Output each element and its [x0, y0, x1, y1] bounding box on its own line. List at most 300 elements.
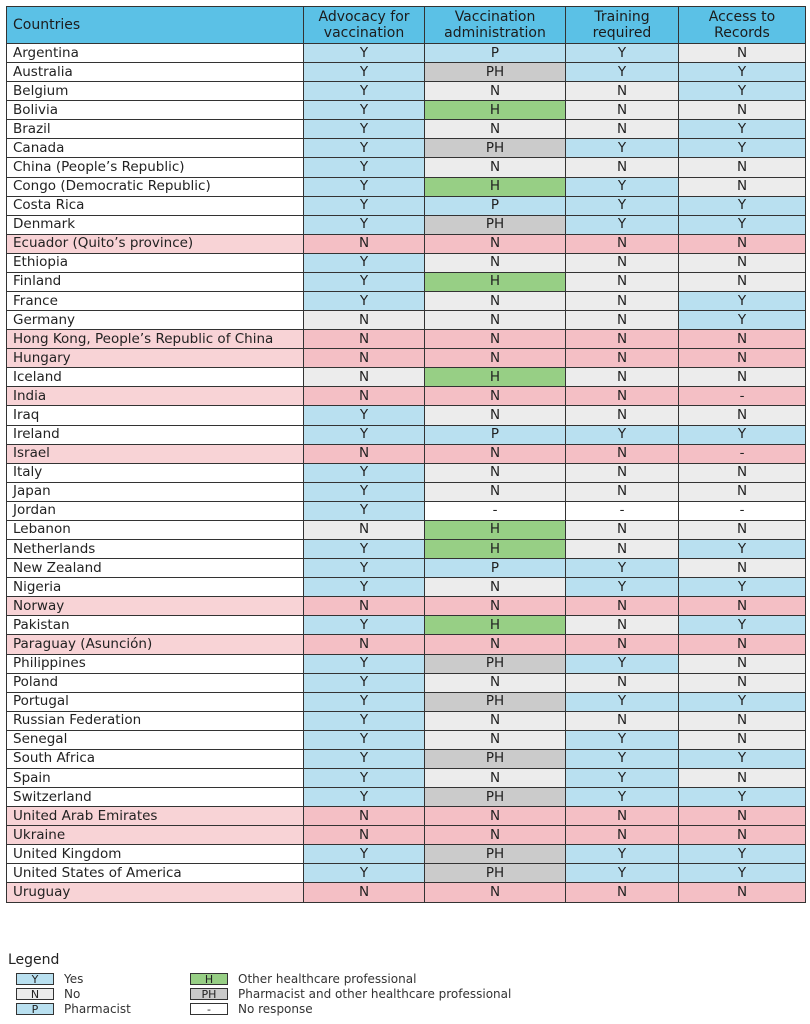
records-cell: - — [679, 387, 806, 406]
table-row — [7, 788, 806, 807]
training-cell: N — [566, 597, 679, 616]
training-cell: N — [566, 292, 679, 311]
advocacy-cell: N — [304, 311, 425, 330]
header-advocacy — [304, 7, 425, 44]
advocacy-cell: Y — [304, 616, 425, 635]
advocacy-cell: Y — [304, 63, 425, 82]
records-cell: Y — [679, 139, 806, 158]
country-cell: Paraguay (Asunción) — [7, 635, 304, 654]
training-cell: N — [566, 482, 679, 501]
records-cell: Y — [679, 196, 806, 215]
records-cell: N — [679, 330, 806, 349]
administration-cell: PH — [425, 692, 566, 711]
administration-cell: - — [425, 501, 566, 520]
header-row — [7, 7, 806, 44]
advocacy-cell: Y — [304, 463, 425, 482]
table-row — [7, 44, 806, 63]
header-training-line1: Training — [594, 9, 650, 25]
administration-cell: N — [425, 768, 566, 787]
table-row — [7, 845, 806, 864]
table-row — [7, 196, 806, 215]
administration-cell: PH — [425, 845, 566, 864]
administration-cell: H — [425, 101, 566, 120]
table-row — [7, 234, 806, 253]
vaccination-table-container — [6, 6, 805, 903]
header-records-line1: Access to — [708, 9, 776, 25]
table-row — [7, 330, 806, 349]
country-cell: Philippines — [7, 654, 304, 673]
advocacy-cell: N — [304, 597, 425, 616]
country-cell: Italy — [7, 463, 304, 482]
training-cell: N — [566, 711, 679, 730]
records-cell: N — [679, 730, 806, 749]
advocacy-cell: Y — [304, 788, 425, 807]
training-cell: N — [566, 330, 679, 349]
advocacy-cell: Y — [304, 120, 425, 139]
table-row — [7, 559, 806, 578]
country-cell: Uruguay — [7, 883, 304, 902]
country-cell: China (People’s Republic) — [7, 158, 304, 177]
country-cell: Hong Kong, People’s Republic of China — [7, 330, 304, 349]
advocacy-cell: Y — [304, 101, 425, 120]
table-row — [7, 597, 806, 616]
country-cell: Japan — [7, 482, 304, 501]
table-row — [7, 158, 806, 177]
advocacy-cell: Y — [304, 559, 425, 578]
records-cell: N — [679, 883, 806, 902]
advocacy-cell: Y — [304, 44, 425, 63]
records-cell: N — [679, 559, 806, 578]
advocacy-cell: N — [304, 234, 425, 253]
table-row — [7, 501, 806, 520]
advocacy-cell: Y — [304, 406, 425, 425]
records-cell: N — [679, 253, 806, 272]
country-cell: Switzerland — [7, 788, 304, 807]
table-row — [7, 768, 806, 787]
training-cell: N — [566, 444, 679, 463]
administration-cell: H — [425, 272, 566, 291]
records-cell: Y — [679, 845, 806, 864]
advocacy-cell: N — [304, 387, 425, 406]
country-cell: Denmark — [7, 215, 304, 234]
advocacy-cell: Y — [304, 864, 425, 883]
legend-swatch-yes: Y — [16, 973, 54, 985]
table-row — [7, 673, 806, 692]
legend-title: Legend — [8, 952, 60, 968]
legend-item-yes — [16, 972, 83, 985]
administration-cell: PH — [425, 864, 566, 883]
records-cell: - — [679, 501, 806, 520]
advocacy-cell: Y — [304, 540, 425, 559]
administration-cell: H — [425, 540, 566, 559]
table-row — [7, 807, 806, 826]
table-row — [7, 272, 806, 291]
advocacy-cell: Y — [304, 578, 425, 597]
advocacy-cell: Y — [304, 82, 425, 101]
country-cell: Russian Federation — [7, 711, 304, 730]
country-cell: Netherlands — [7, 540, 304, 559]
training-cell: N — [566, 349, 679, 368]
administration-cell: P — [425, 559, 566, 578]
records-cell: N — [679, 101, 806, 120]
administration-cell: N — [425, 234, 566, 253]
table-row — [7, 692, 806, 711]
table-row — [7, 215, 806, 234]
training-cell: Y — [566, 44, 679, 63]
training-cell: N — [566, 272, 679, 291]
country-cell: Jordan — [7, 501, 304, 520]
legend-swatch-no-response: - — [190, 1003, 228, 1015]
records-cell: Y — [679, 311, 806, 330]
header-training — [566, 7, 679, 44]
administration-cell: H — [425, 520, 566, 539]
country-cell: Pakistan — [7, 616, 304, 635]
records-cell: N — [679, 44, 806, 63]
records-cell: Y — [679, 749, 806, 768]
legend-label-yes: Yes — [64, 971, 84, 986]
administration-cell: N — [425, 826, 566, 845]
header-advocacy-line2: vaccination — [323, 25, 405, 41]
records-cell: N — [679, 826, 806, 845]
administration-cell: N — [425, 158, 566, 177]
country-cell: France — [7, 292, 304, 311]
training-cell: N — [566, 520, 679, 539]
administration-cell: N — [425, 482, 566, 501]
table-row — [7, 463, 806, 482]
records-cell: N — [679, 482, 806, 501]
country-cell: Poland — [7, 673, 304, 692]
records-cell: Y — [679, 120, 806, 139]
administration-cell: N — [425, 444, 566, 463]
administration-cell: N — [425, 807, 566, 826]
advocacy-cell: Y — [304, 158, 425, 177]
training-cell: N — [566, 101, 679, 120]
table-row — [7, 578, 806, 597]
training-cell: N — [566, 463, 679, 482]
country-cell: Hungary — [7, 349, 304, 368]
header-administration-line2: administration — [444, 25, 546, 41]
header-training-line2: required — [592, 25, 652, 41]
training-cell: Y — [566, 788, 679, 807]
header-records — [679, 7, 806, 44]
administration-cell: N — [425, 406, 566, 425]
administration-cell: N — [425, 387, 566, 406]
legend-label-pharmacist-hcp: Pharmacist and other healthcare professional — [238, 986, 512, 1001]
table-row — [7, 406, 806, 425]
legend-item-no-response — [190, 1002, 313, 1015]
training-cell: Y — [566, 63, 679, 82]
advocacy-cell: N — [304, 444, 425, 463]
header-countries: Countries — [7, 7, 304, 44]
table-row — [7, 63, 806, 82]
advocacy-cell: Y — [304, 272, 425, 291]
advocacy-cell: Y — [304, 845, 425, 864]
table-row — [7, 635, 806, 654]
legend-label-no: No — [64, 986, 81, 1001]
legend-swatch-pharmacist: P — [16, 1003, 54, 1015]
records-cell: Y — [679, 616, 806, 635]
country-cell: Finland — [7, 272, 304, 291]
country-cell: Ireland — [7, 425, 304, 444]
table-row — [7, 482, 806, 501]
administration-cell: PH — [425, 654, 566, 673]
country-cell: Australia — [7, 63, 304, 82]
advocacy-cell: Y — [304, 482, 425, 501]
advocacy-cell: N — [304, 520, 425, 539]
training-cell: Y — [566, 425, 679, 444]
legend-item-no — [16, 987, 80, 1000]
legend-swatch-other-hcp: H — [190, 973, 228, 985]
country-cell: Israel — [7, 444, 304, 463]
table-row — [7, 520, 806, 539]
legend-label-pharmacist: Pharmacist — [64, 1001, 131, 1016]
administration-cell: H — [425, 368, 566, 387]
training-cell: Y — [566, 730, 679, 749]
records-cell: N — [679, 654, 806, 673]
country-cell: United Arab Emirates — [7, 807, 304, 826]
table-row — [7, 444, 806, 463]
training-cell: Y — [566, 768, 679, 787]
training-cell: N — [566, 82, 679, 101]
country-cell: Ukraine — [7, 826, 304, 845]
table-row — [7, 177, 806, 196]
administration-cell: N — [425, 673, 566, 692]
country-cell: New Zealand — [7, 559, 304, 578]
table-row — [7, 253, 806, 272]
country-cell: Iceland — [7, 368, 304, 387]
administration-cell: P — [425, 425, 566, 444]
training-cell: N — [566, 387, 679, 406]
records-cell: N — [679, 597, 806, 616]
country-cell: Congo (Democratic Republic) — [7, 177, 304, 196]
records-cell: N — [679, 807, 806, 826]
table-row — [7, 120, 806, 139]
training-cell: Y — [566, 578, 679, 597]
country-cell: United States of America — [7, 864, 304, 883]
administration-cell: N — [425, 711, 566, 730]
administration-cell: H — [425, 177, 566, 196]
country-cell: Spain — [7, 768, 304, 787]
records-cell: Y — [679, 540, 806, 559]
table-body — [7, 44, 806, 903]
advocacy-cell: Y — [304, 196, 425, 215]
training-cell: Y — [566, 215, 679, 234]
legend-label-no-response: No response — [238, 1001, 313, 1016]
table-row — [7, 311, 806, 330]
training-cell: Y — [566, 864, 679, 883]
training-cell: N — [566, 826, 679, 845]
header-records-line2: Records — [714, 25, 770, 41]
country-cell: Norway — [7, 597, 304, 616]
records-cell: N — [679, 768, 806, 787]
country-cell: Bolivia — [7, 101, 304, 120]
advocacy-cell: Y — [304, 654, 425, 673]
records-cell: Y — [679, 864, 806, 883]
header-administration-line1: Vaccination — [454, 9, 536, 25]
advocacy-cell: Y — [304, 215, 425, 234]
table-row — [7, 749, 806, 768]
table-row — [7, 82, 806, 101]
administration-cell: N — [425, 120, 566, 139]
administration-cell: N — [425, 311, 566, 330]
administration-cell: N — [425, 292, 566, 311]
training-cell: N — [566, 253, 679, 272]
administration-cell: P — [425, 196, 566, 215]
legend-item-pharmacist-hcp — [190, 987, 511, 1000]
country-cell: Germany — [7, 311, 304, 330]
country-cell: Ethiopia — [7, 253, 304, 272]
records-cell: Y — [679, 425, 806, 444]
advocacy-cell: Y — [304, 139, 425, 158]
records-cell: Y — [679, 82, 806, 101]
records-cell: N — [679, 711, 806, 730]
advocacy-cell: Y — [304, 292, 425, 311]
training-cell: Y — [566, 692, 679, 711]
training-cell: N — [566, 158, 679, 177]
country-cell: Ecuador (Quito’s province) — [7, 234, 304, 253]
legend-item-pharmacist — [16, 1002, 131, 1015]
advocacy-cell: Y — [304, 673, 425, 692]
records-cell: N — [679, 158, 806, 177]
table-row — [7, 349, 806, 368]
advocacy-cell: Y — [304, 501, 425, 520]
administration-cell: N — [425, 82, 566, 101]
advocacy-cell: N — [304, 826, 425, 845]
table-row — [7, 730, 806, 749]
training-cell: N — [566, 368, 679, 387]
administration-cell: N — [425, 730, 566, 749]
table-row — [7, 883, 806, 902]
administration-cell: PH — [425, 749, 566, 768]
records-cell: N — [679, 673, 806, 692]
training-cell: Y — [566, 749, 679, 768]
administration-cell: N — [425, 463, 566, 482]
advocacy-cell: N — [304, 883, 425, 902]
training-cell: Y — [566, 559, 679, 578]
administration-cell: PH — [425, 139, 566, 158]
training-cell: N — [566, 883, 679, 902]
training-cell: N — [566, 616, 679, 635]
country-cell: Lebanon — [7, 520, 304, 539]
legend-item-other-hcp — [190, 972, 416, 985]
administration-cell: H — [425, 616, 566, 635]
training-cell: Y — [566, 196, 679, 215]
records-cell: N — [679, 406, 806, 425]
table-row — [7, 616, 806, 635]
training-cell: N — [566, 673, 679, 692]
training-cell: N — [566, 120, 679, 139]
country-cell: Nigeria — [7, 578, 304, 597]
records-cell: Y — [679, 788, 806, 807]
table-row — [7, 826, 806, 845]
advocacy-cell: Y — [304, 711, 425, 730]
records-cell: N — [679, 368, 806, 387]
training-cell: - — [566, 501, 679, 520]
country-cell: Iraq — [7, 406, 304, 425]
country-cell: Brazil — [7, 120, 304, 139]
advocacy-cell: N — [304, 368, 425, 387]
administration-cell: N — [425, 330, 566, 349]
records-cell: - — [679, 444, 806, 463]
training-cell: N — [566, 311, 679, 330]
administration-cell: N — [425, 597, 566, 616]
country-cell: United Kingdom — [7, 845, 304, 864]
country-cell: Portugal — [7, 692, 304, 711]
records-cell: N — [679, 177, 806, 196]
training-cell: N — [566, 234, 679, 253]
advocacy-cell: Y — [304, 253, 425, 272]
advocacy-cell: N — [304, 807, 425, 826]
table-row — [7, 654, 806, 673]
records-cell: Y — [679, 692, 806, 711]
country-cell: South Africa — [7, 749, 304, 768]
table-row — [7, 711, 806, 730]
records-cell: Y — [679, 215, 806, 234]
table-row — [7, 425, 806, 444]
vaccination-table — [6, 6, 806, 903]
header-administration — [425, 7, 566, 44]
country-cell: India — [7, 387, 304, 406]
advocacy-cell: Y — [304, 730, 425, 749]
legend — [8, 952, 798, 1020]
legend-label-other-hcp: Other healthcare professional — [238, 971, 417, 986]
country-cell: Senegal — [7, 730, 304, 749]
country-cell: Canada — [7, 139, 304, 158]
administration-cell: PH — [425, 788, 566, 807]
table-row — [7, 368, 806, 387]
records-cell: N — [679, 463, 806, 482]
country-cell: Argentina — [7, 44, 304, 63]
advocacy-cell: Y — [304, 177, 425, 196]
legend-swatch-no: N — [16, 988, 54, 1000]
records-cell: N — [679, 520, 806, 539]
records-cell: Y — [679, 63, 806, 82]
training-cell: Y — [566, 177, 679, 196]
advocacy-cell: Y — [304, 692, 425, 711]
country-cell: Costa Rica — [7, 196, 304, 215]
administration-cell: PH — [425, 215, 566, 234]
training-cell: N — [566, 807, 679, 826]
records-cell: N — [679, 272, 806, 291]
administration-cell: N — [425, 883, 566, 902]
legend-swatch-pharmacist-hcp: PH — [190, 988, 228, 1000]
training-cell: N — [566, 406, 679, 425]
table-row — [7, 864, 806, 883]
records-cell: Y — [679, 292, 806, 311]
advocacy-cell: Y — [304, 768, 425, 787]
table-row — [7, 292, 806, 311]
advocacy-cell: Y — [304, 749, 425, 768]
table-row — [7, 540, 806, 559]
administration-cell: P — [425, 44, 566, 63]
records-cell: N — [679, 234, 806, 253]
administration-cell: N — [425, 578, 566, 597]
advocacy-cell: Y — [304, 425, 425, 444]
administration-cell: N — [425, 349, 566, 368]
training-cell: N — [566, 635, 679, 654]
training-cell: N — [566, 540, 679, 559]
administration-cell: N — [425, 253, 566, 272]
country-cell: Belgium — [7, 82, 304, 101]
administration-cell: N — [425, 635, 566, 654]
table-row — [7, 101, 806, 120]
training-cell: Y — [566, 654, 679, 673]
administration-cell: PH — [425, 63, 566, 82]
training-cell: Y — [566, 845, 679, 864]
header-advocacy-line1: Advocacy for — [318, 9, 410, 25]
advocacy-cell: N — [304, 330, 425, 349]
records-cell: N — [679, 349, 806, 368]
